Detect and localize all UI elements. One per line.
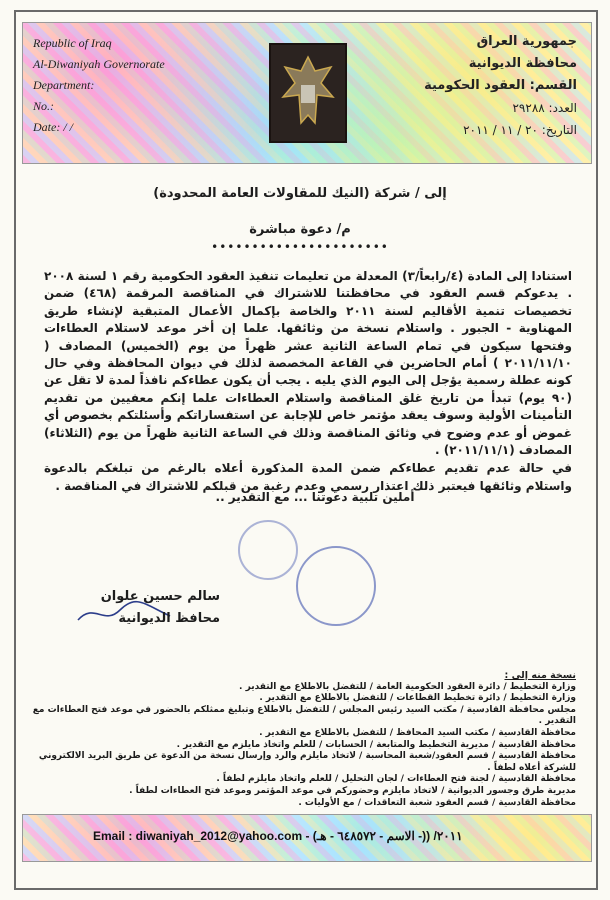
letterhead-department: Department: [33, 78, 95, 92]
copy-line: محافظة القادسية / لجنة فتح العطاءات / لجان التحليل / للعلم واتخاذ مايلزم لطفاً . [216, 774, 576, 785]
body-paragraph-2: في حالة عدم تقديم عطاءكم ضمن المدة المذكورة أعلاه بالرغم من تبلغكم بالدعوة واستلام وثائقها فيعتبر ذلك اعتذار رسمي وعدم رغبة من قبلكم للاشتراك في المناقصة . [44, 461, 572, 493]
signer-block [60, 586, 220, 630]
letterhead-date-ar: التاريخ: ٢٠ / ١١ / ٢٠١١ [463, 123, 577, 137]
copy-line: محافظة القادسية / قسم العقود/شعبة المحاسبة / لاتخاذ مايلزم والرد وإرسال نسخة من الدعوة عن طريق البريد الالكتروني للشركة أعلاه لطفاً . [38, 751, 576, 773]
footer-bar [22, 814, 592, 862]
subject-line: م/ دعوة مباشرة [249, 222, 351, 237]
iraq-eagle-emblem [269, 43, 347, 143]
letterhead-country: Republic of Iraq [33, 36, 112, 50]
copy-line: وزارة التخطيط / دائرة العقود الحكومية العامة / للتفضل بالاطلاع مع التقدير . [239, 681, 576, 692]
official-stamp-faded [238, 520, 298, 580]
footer-email[interactable]: Email : diwaniyah_2012@yahoo.com - (٢٠١١/ ((- الاسم - ٦٤٨٥٧٢ - هـ [93, 829, 463, 843]
copy-line: مجلس محافظة القادسية / مكتب السيد رئيس المجلس / للتفضل بالاطلاع وتبليغ ممثلكم بالحضور في موعد فتح العطاءات مع التقدير . [32, 704, 576, 727]
letterhead-governorate: Al-Diwaniyah Governorate [33, 57, 165, 71]
signer-title: محافظ الديوانية [118, 611, 220, 626]
copy-line: محافظة القادسية / مديرية التخطيط والمتابعة / الحسابات / للعلم واتخاذ مايلزم مع التقدير . [176, 739, 576, 750]
letterhead-governorate-ar: محافظة الديوانية [468, 56, 577, 71]
subject-dots: •••••••••••••••••••••• [211, 240, 389, 254]
recipient-line: إلى / شركة (النيك للمقاولات العامة المحدودة) [153, 186, 447, 201]
copy-line: محافظة القادسية / مكتب السيد المحافظ / للتفضل بالاطلاع مع التقدير . [259, 727, 576, 738]
closing-line: أملين تلبية دعوتنا ... مع التقدير .. [215, 490, 415, 504]
body-paragraph-1: استنادا إلى المادة (٤/رابعاً/٣) المعدلة من تعليمات تنفيذ العقود الحكومية رقم ١ لسنة ٢٠٠٨ . يدعوكم قسم العقود في محافظتنا للاشتراك في المناقصة المرقمة (٤٦٨) ضمن تخصيصات تنمية الأقاليم لسنة ٢٠١١ والخاصة بإكمال الأعمال المتبقية لإنشاء طريق المهناوية - الجبور . واستلام نسخة من وثائقها. علما إن أخر موعد لاستلام العطاءات وفتحها سيكون في تمام الساعة الثانية عشر ظهراً من يوم (الخميس) المصادف ( ٢٠١١/١١/١٠ ) أمام الحاضرين في القاعة المخصصة لذلك في ديوان المحافظة وفي حال كونه عطلة رسمية يؤجل إلى اليوم الذي يليه . يجب أن يكون عطاءكم نافذاً لمدة لا تقل عن (٩٠ يوم) تبدأ من تاريخ غلق المناقصة واستلام العطاءات علما إنكم معفيين من تقديم التأمينات الأولية وسوف يعقد مؤتمر خاص للإجابة عن استفساراتكم وأسئلتكم بخصوص أي غموض أو عدم وضوح في وثائق المناقصة وذلك في الساعة الثانية ظهراً من يوم (الثلاثاء) المصادف (٢٠١١/١١/١) . [44, 269, 573, 458]
letterhead-country-ar: جمهورية العراق [476, 34, 577, 49]
copies-heading: نسخة منه إلى : [504, 670, 576, 681]
letterhead-date: Date: / / [33, 120, 73, 134]
letter-body [44, 268, 572, 495]
copy-line: وزارة التخطيط / دائرة تخطيط القطاعات / للتفضل بالاطلاع مع التقدير . [259, 693, 576, 704]
letterhead-number: No.: [33, 99, 54, 113]
letterhead-arabic [424, 31, 577, 141]
official-stamp [296, 546, 376, 626]
copy-line: مديرية طرق وجسور الديوانية / لاتخاذ مايلزم وحضوركم في موعد المؤتمر وموعد فتح العطاءات لطفاً . [129, 785, 576, 796]
letterhead-english [33, 33, 165, 138]
letterhead [22, 22, 592, 164]
copies-to-list [30, 670, 576, 809]
signer-name: سالم حسين علوان [100, 589, 220, 604]
letterhead-department-ar: القسم: العقود الحكومية [424, 78, 577, 93]
letterhead-number-ar: العدد: ٢٩٢٨٨ [512, 101, 577, 115]
copy-line: محافظة القادسية / قسم العقود شعبة التعاقدات / مع الأوليات . [298, 797, 576, 808]
